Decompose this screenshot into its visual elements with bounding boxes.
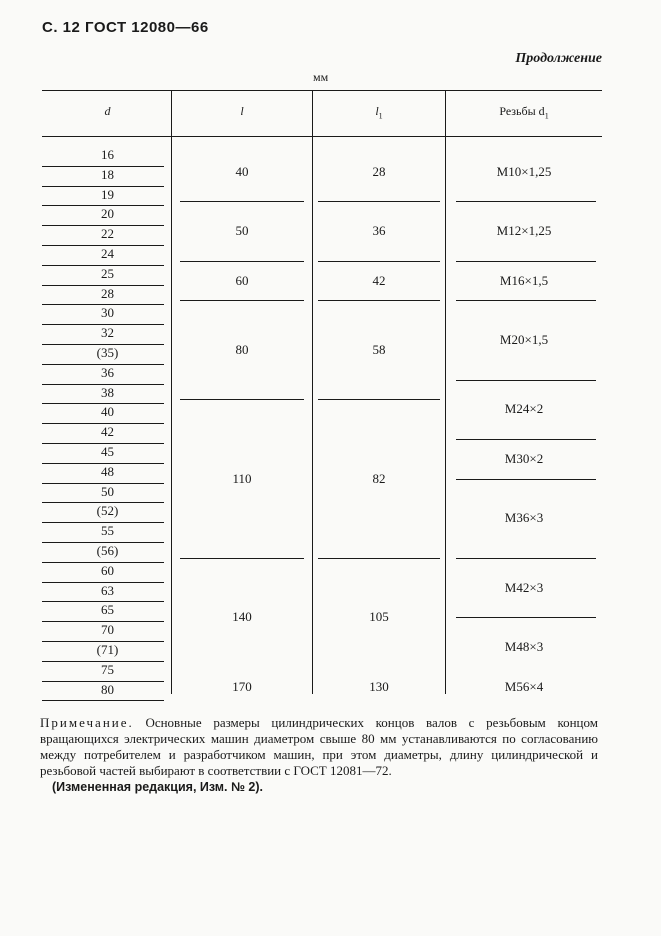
thread-group-line xyxy=(456,261,596,262)
thread-group-line xyxy=(456,479,596,480)
thread-value: M10×1,25 xyxy=(496,163,552,179)
thread-value: M20×1,5 xyxy=(499,332,549,347)
l1-group-line xyxy=(318,300,440,301)
d-value: 20 xyxy=(101,206,114,222)
d-value: (52) xyxy=(96,503,119,519)
d-value: 30 xyxy=(101,305,114,321)
header-l1-sub: 1 xyxy=(378,111,383,121)
l-value: 40 xyxy=(235,163,249,179)
d-value: 60 xyxy=(101,562,114,578)
header-thread xyxy=(446,104,602,120)
d-row-line xyxy=(42,700,164,701)
col-divider-3 xyxy=(445,90,446,694)
l1-value: 82 xyxy=(372,470,386,486)
d-value: 75 xyxy=(101,661,114,677)
d-value: 50 xyxy=(101,483,114,499)
l-value: 80 xyxy=(235,341,249,357)
d-value: 36 xyxy=(101,364,114,380)
d-value: 32 xyxy=(101,325,114,341)
l1-group-line xyxy=(318,399,440,400)
note-label: Примечание. xyxy=(40,715,134,730)
l-group-line xyxy=(180,201,304,202)
d-value: 40 xyxy=(101,404,114,420)
l-value: 170 xyxy=(232,678,252,694)
col-divider-2 xyxy=(312,90,313,694)
l1-value: 42 xyxy=(372,272,386,288)
l1-value: 105 xyxy=(369,609,389,625)
l-value: 110 xyxy=(232,470,252,486)
page-header: С. 12 ГОСТ 12080—66 xyxy=(42,19,209,36)
header-l1 xyxy=(313,104,445,120)
d-value: 80 xyxy=(101,681,114,697)
header-thread-sub: 1 xyxy=(544,111,549,121)
l-group-line xyxy=(180,261,304,262)
d-value: 70 xyxy=(101,622,114,638)
note-paragraph xyxy=(40,715,598,779)
d-value: 18 xyxy=(101,166,114,182)
l-value: 50 xyxy=(235,223,249,239)
l-group-line xyxy=(180,558,304,559)
d-value: 24 xyxy=(101,246,114,261)
d-value: 48 xyxy=(101,463,114,479)
thread-value: M56×4 xyxy=(504,678,544,694)
table-top-rule xyxy=(42,90,602,91)
d-value: 22 xyxy=(101,226,114,242)
l-value: 60 xyxy=(235,272,249,288)
thread-group-line xyxy=(456,439,596,440)
l1-value: 28 xyxy=(372,163,386,179)
l-value: 140 xyxy=(232,609,252,625)
thread-group-line xyxy=(456,558,596,559)
l1-value: 58 xyxy=(372,341,386,357)
d-value: 65 xyxy=(101,602,114,618)
l1-group-line xyxy=(318,261,440,262)
header-l-text: l xyxy=(240,104,244,118)
thread-value: M42×3 xyxy=(504,579,544,595)
units-label: мм xyxy=(313,70,329,84)
l-group-line xyxy=(180,399,304,400)
l1-group-line xyxy=(318,558,440,559)
d-value: (71) xyxy=(96,642,119,657)
d-value: 28 xyxy=(101,285,114,301)
header-l1-text: l xyxy=(375,104,379,118)
l1-group-line xyxy=(318,201,440,202)
continuation-label: Продолжение xyxy=(515,51,602,66)
thread-value: M12×1,25 xyxy=(496,223,552,239)
d-value: 55 xyxy=(101,523,114,539)
d-value: 38 xyxy=(101,384,114,400)
d-value: 19 xyxy=(101,186,114,202)
d-value: 45 xyxy=(101,444,114,459)
d-value: 25 xyxy=(101,265,114,281)
header-l xyxy=(172,104,312,119)
thread-value: M16×1,5 xyxy=(499,272,549,288)
l-group-line xyxy=(180,300,304,301)
thread-group-line xyxy=(456,617,596,618)
thread-value: M48×3 xyxy=(504,638,544,654)
thread-value: M24×2 xyxy=(504,401,544,417)
l1-value: 36 xyxy=(372,223,386,239)
l1-value: 130 xyxy=(369,678,389,694)
d-value: (56) xyxy=(96,543,119,558)
d-value: (35) xyxy=(96,345,119,360)
thread-group-line xyxy=(456,380,596,381)
d-value: 16 xyxy=(101,147,114,162)
d-value: 63 xyxy=(101,582,114,598)
amendment-note: (Измененная редакция, Изм. № 2). xyxy=(52,780,263,794)
header-thread-text: Резьбы d xyxy=(499,104,545,118)
thread-group-line xyxy=(456,300,596,301)
header-d xyxy=(50,104,165,119)
thread-value: M36×3 xyxy=(504,510,544,526)
note-text: Основные размеры цилиндрических концов валов с резьбовым концом вращающихся электрических машин диаметром свыше 80 мм устанавливаются по согласованию между потребителем и разработчиком машин, при этом диаметры, длину цилиндрической и резьбовой частей выбирают в соответствии с ГОСТ 12081—72. xyxy=(40,715,598,778)
thread-group-line xyxy=(456,201,596,202)
table-header-rule xyxy=(42,136,602,137)
d-value: 42 xyxy=(101,424,114,440)
col-divider-1 xyxy=(171,90,172,694)
thread-value: M30×2 xyxy=(504,450,544,466)
header-d-text: d xyxy=(104,104,111,118)
